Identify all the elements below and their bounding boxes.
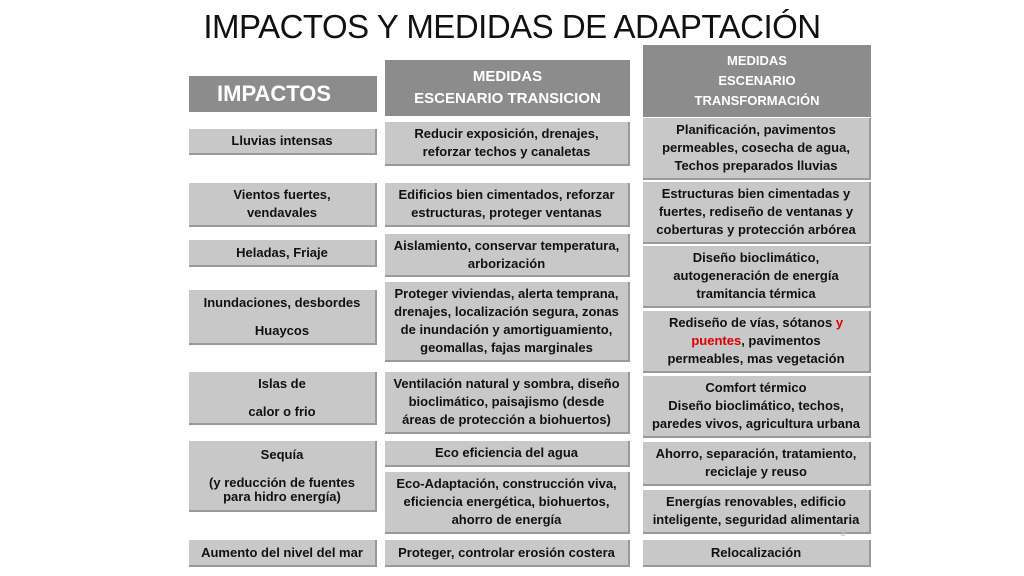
transformacion-label: Comfort térmico Diseño bioclimático, techos, paredes vivos, agricultura urbana: [651, 380, 861, 431]
page-title: IMPACTOS Y MEDIDAS DE ADAPTACIÓN: [203, 8, 821, 45]
transformacion-islas: [643, 376, 871, 438]
highlight-text: y: [835, 315, 844, 330]
transicion-inundaciones: [385, 282, 630, 362]
transformacion-label: [667, 314, 844, 368]
impacto-inundaciones: [189, 290, 377, 345]
impacto-label: Inundaciones, desbordes Huaycos: [203, 294, 361, 338]
highlight-text: puentes: [691, 333, 742, 348]
transicion-label: Eco-Adaptación, construcción viva, eficiencia energética, biohuertos, ahorro de energía: [396, 476, 617, 527]
header-impactos: IMPACTOS: [189, 76, 377, 112]
transformacion-label: Relocalización: [710, 544, 802, 560]
transicion-sequia: [385, 441, 630, 467]
impacto-heladas: [189, 240, 377, 267]
transformacion-inundaciones: [643, 311, 871, 373]
impacto-vientos: [189, 183, 377, 227]
transicion-label: Proteger, controlar erosión costera: [398, 544, 615, 560]
impacto-label: Islas de calor o frio: [248, 375, 316, 419]
label-part: Rediseño de vías, sótanos: [668, 315, 836, 330]
transformacion-label: Energías renovables, edificio inteligente, seguridad alimentaria: [652, 494, 860, 527]
impacto-islas: [189, 372, 377, 425]
header-transicion: MEDIDAS ESCENARIO TRANSICION: [385, 60, 630, 116]
transformacion-label: Estructuras bien cimentadas y fuertes, rediseño de ventanas y coberturas y protección arbórea: [656, 186, 856, 237]
header-transformacion: MEDIDAS ESCENARIO TRANSFORMACIÓN: [643, 45, 871, 117]
transformacion-vientos: [643, 182, 871, 244]
impacto-label: Lluvias intensas: [231, 133, 333, 148]
transicion-label: Eco eficiencia del agua: [434, 445, 579, 460]
impacto-label: Heladas, Friaje: [236, 244, 328, 260]
impacto-lluvias: [189, 129, 377, 155]
impacto-nivel-mar: [189, 540, 377, 567]
transicion-label: Aislamiento, conservar temperatura, arborización: [393, 237, 620, 271]
transicion-label: Ventilación natural y sombra, diseño bioclimático, paisajismo (desde áreas de protección a biohuertos): [393, 376, 620, 427]
transformacion-nivel-mar: [643, 540, 871, 567]
page-number: 9: [840, 527, 847, 539]
transformacion-label: Planificación, pavimentos permeables, cosecha de agua, Techos preparados lluvias: [662, 122, 850, 173]
transformacion-energias: [643, 490, 871, 534]
transicion-vientos: [385, 183, 630, 227]
impacto-label: Aumento del nivel del mar: [201, 544, 363, 560]
transformacion-label: Diseño bioclimático, autogeneración de energía tramitancia térmica: [673, 250, 839, 301]
impacto-label: Vientos fuertes, vendavales: [233, 187, 331, 220]
transicion-ecoadaptacion: [385, 472, 630, 534]
transicion-islas: [385, 372, 630, 434]
transformacion-label: Ahorro, separación, tratamiento, reciclaje y reuso: [655, 446, 857, 479]
transformacion-heladas: [643, 246, 871, 308]
transicion-label: Edificios bien cimentados, reforzar estructuras, proteger ventanas: [398, 187, 615, 220]
transicion-label: Proteger viviendas, alerta temprana, drenajes, localización segura, zonas de inundación y amortiguamiento, geomallas, fajas marginales: [394, 286, 619, 355]
impacto-label: Sequía (y reducción de fuentes para hidro energía): [209, 446, 355, 504]
label-part: , pavimentos permeables, mas vegetación: [667, 333, 845, 366]
transicion-label: Reducir exposición, drenajes, reforzar techos y canaletas: [414, 126, 599, 159]
transformacion-lluvias: [643, 118, 871, 180]
transicion-heladas: [385, 234, 630, 277]
transicion-nivel-mar: [385, 540, 630, 567]
impacto-sequia: [189, 441, 377, 512]
transformacion-sequia: [643, 442, 871, 486]
transicion-lluvias: [385, 122, 630, 166]
